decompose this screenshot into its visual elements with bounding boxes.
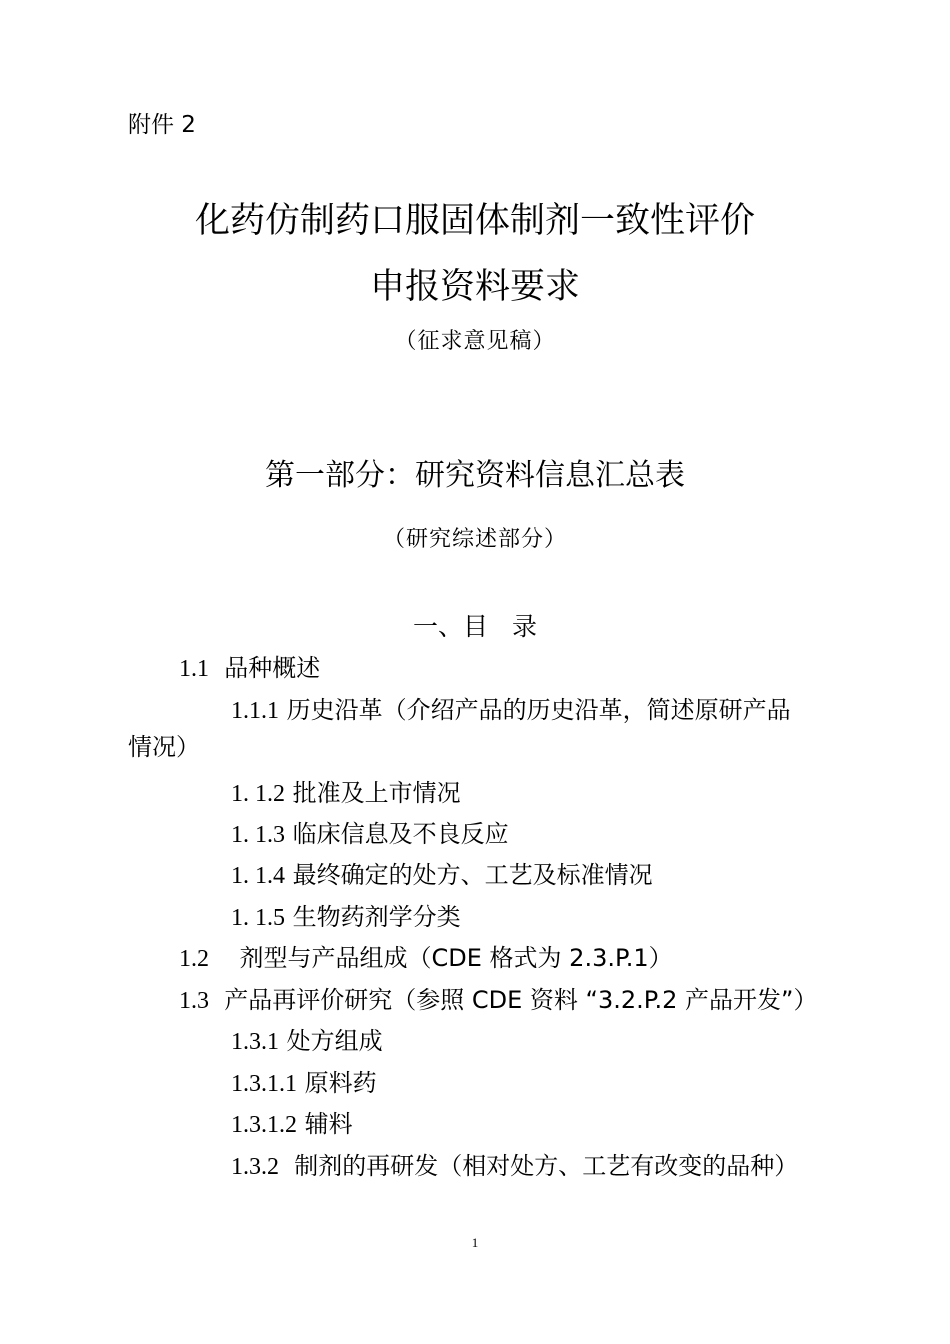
toc-item-text: 生物药剂学分类 [292,903,461,931]
toc-item-1-3-1 [231,1023,383,1060]
toc-heading-part-a: 一、目 [412,612,488,641]
toc-item-number: 1. 1.3 [231,822,285,848]
draft-note: （征求意见稿） [394,329,556,354]
toc-item-text: 处方组成 [286,1027,383,1055]
part-title: 第一部分：研究资料信息汇总表 [265,458,685,493]
toc-item-text: 制剂的再研发（相对处方、工艺有改变的品种） [294,1152,799,1180]
toc-item-text: 历史沿革（介绍产品的历史沿革，简述原研产品 [286,696,791,724]
toc-item-1-1-4 [231,857,653,894]
document-title-line-1: 化药仿制药口服固体制剂一致性评价 [194,201,755,241]
toc-item-1-3-1-1 [231,1065,377,1102]
toc-item-1-3-2 [231,1148,798,1185]
toc-item-number: 1.3.1 [231,1029,279,1055]
toc-item-number: 1. 1.4 [231,863,285,889]
toc-item-1-1-1-continuation: 情况） [128,733,200,761]
toc-item-number: 1.2 [179,946,209,972]
toc-item-1-3 [179,982,817,1019]
toc-item-number: 1.1.1 [231,698,279,724]
toc-item-1-2 [179,940,673,977]
toc-item-number: 1.3.2 [231,1154,279,1180]
toc-item-number: 1. 1.5 [231,905,285,931]
toc-item-1-1-5 [231,899,461,936]
page-number: 1 [471,1235,479,1250]
toc-heading [0,609,950,645]
toc-item-1-1 [179,650,320,687]
toc-item-number: 1.3.1.1 [231,1071,297,1097]
toc-item-1-1-2 [231,775,461,812]
part-subtitle: （研究综述部分） [382,527,567,552]
toc-item-1-1-3 [231,816,509,853]
toc-item-text: 最终确定的处方、工艺及标准情况 [292,861,653,889]
toc-item-text: 辅料 [304,1110,353,1138]
toc-heading-part-b: 录 [512,612,538,641]
toc-item-text: 批准及上市情况 [292,779,461,807]
toc-item-number: 1. 1.2 [231,781,285,807]
toc-item-text: 品种概述 [224,654,321,682]
toc-item-text: 原料药 [304,1069,377,1097]
toc-item-number: 1.3 [179,988,209,1014]
toc-item-text: 产品再评价研究（参照 CDE 资料 “3.2.P.2 产品开发”） [224,986,818,1014]
toc-item-1-3-1-2 [231,1106,353,1143]
document-title-line-2: 申报资料要求 [369,267,580,307]
toc-item-number: 1.1 [179,656,209,682]
attachment-label: 附件 2 [128,112,196,138]
toc-item-text: 临床信息及不良反应 [292,820,509,848]
toc-item-1-1-1 [231,692,791,729]
toc-item-number: 1.3.1.2 [231,1112,297,1138]
toc-item-text: 剂型与产品组成（CDE 格式为 2.3.P.1） [239,944,673,972]
